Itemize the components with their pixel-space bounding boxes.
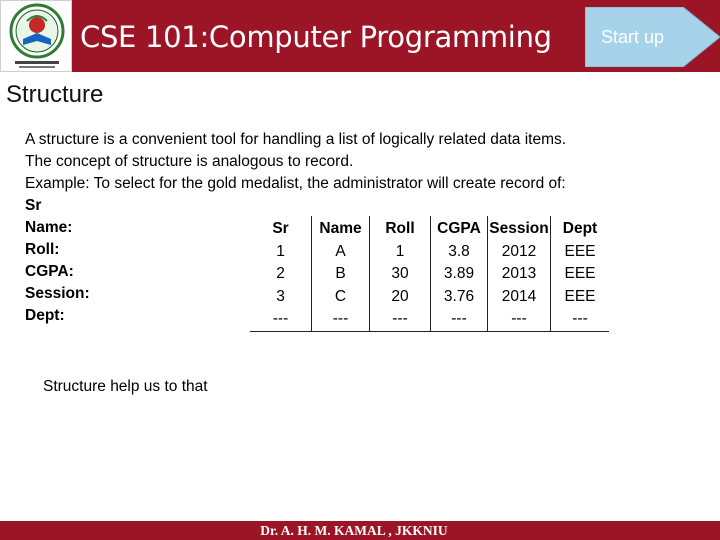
column-header: CGPA bbox=[431, 216, 488, 241]
column-header: Sr bbox=[250, 216, 312, 241]
start-up-label: Start up bbox=[601, 27, 665, 47]
table-cell: 2014 bbox=[488, 286, 551, 309]
help-text: Structure help us to that bbox=[43, 378, 208, 395]
table-cell: --- bbox=[431, 308, 488, 331]
table-cell: C bbox=[312, 286, 370, 309]
intro-paragraph: A structure is a convenient tool for handling a list of logically related data items. bbox=[25, 131, 567, 148]
column-header: Session bbox=[488, 216, 551, 241]
table-cell: 3 bbox=[250, 286, 312, 309]
record-table bbox=[250, 216, 609, 332]
field-item: CGPA: bbox=[25, 263, 74, 280]
table-cell: B bbox=[312, 263, 370, 286]
field-item: Session: bbox=[25, 285, 90, 302]
example-paragraph: Example: To select for the gold medalist, the administrator will create record of: bbox=[25, 175, 566, 192]
table-cell: --- bbox=[488, 308, 551, 331]
field-item: Name: bbox=[25, 219, 73, 236]
table-cell: 2 bbox=[250, 263, 312, 286]
table-row bbox=[250, 286, 609, 309]
course-title: CSE 101:Computer Programming bbox=[80, 20, 552, 54]
table-cell: 1 bbox=[250, 241, 312, 264]
analogy-paragraph: The concept of structure is analogous to record. bbox=[25, 153, 354, 170]
table-cell: 20 bbox=[370, 286, 431, 309]
title-bar bbox=[0, 0, 720, 72]
table-cell: --- bbox=[250, 308, 312, 331]
table-cell: EEE bbox=[564, 265, 596, 283]
table-header-row bbox=[250, 216, 609, 241]
table-cell: EEE bbox=[564, 287, 596, 305]
table-cell: 2013 bbox=[488, 263, 551, 286]
footer-bar bbox=[0, 521, 720, 540]
table-cell: --- bbox=[312, 308, 370, 331]
table-cell: --- bbox=[551, 308, 610, 331]
column-header: Roll bbox=[370, 216, 431, 241]
section-title: Structure bbox=[6, 81, 104, 108]
table-cell: 2012 bbox=[488, 241, 551, 264]
column-header: Name bbox=[312, 216, 370, 241]
field-item: Sr bbox=[25, 197, 42, 214]
table-cell: EEE bbox=[564, 242, 596, 260]
university-crest-icon bbox=[0, 0, 72, 72]
table-cell: 3.76 bbox=[431, 286, 488, 309]
field-item: Dept: bbox=[25, 307, 65, 324]
table-cell: 3.89 bbox=[431, 263, 488, 286]
field-item: Roll: bbox=[25, 241, 60, 258]
table-row bbox=[250, 263, 609, 286]
footer-author: Dr. A. H. M. KAMAL , JKKNIU bbox=[260, 523, 448, 538]
table-cell: 3.8 bbox=[431, 241, 488, 264]
field-list bbox=[25, 195, 90, 327]
table-cell: 30 bbox=[370, 263, 431, 286]
column-header: Dept bbox=[562, 220, 598, 238]
table-row bbox=[250, 308, 609, 331]
table-cell: A bbox=[312, 241, 370, 264]
table-row bbox=[250, 241, 609, 264]
table-cell: --- bbox=[370, 308, 431, 331]
table-cell: 1 bbox=[370, 241, 431, 264]
crest-graphic bbox=[1, 1, 73, 73]
start-up-button[interactable] bbox=[585, 7, 720, 67]
